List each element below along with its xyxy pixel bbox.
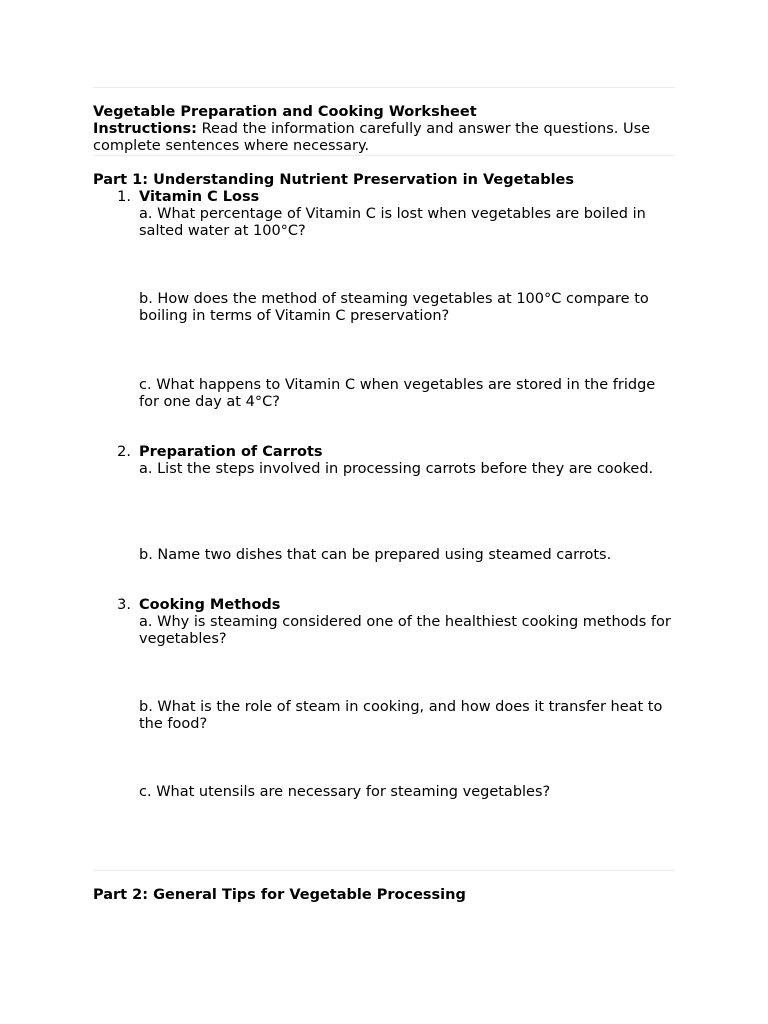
question-2a: a. List the steps involved in processing carrots before they are cooked. — [139, 461, 654, 477]
instructions — [93, 121, 675, 155]
header-divider — [93, 155, 675, 156]
section-title: Preparation of Carrots — [139, 444, 323, 460]
section-preparation-of-carrots — [93, 444, 675, 597]
instructions-label: Instructions: — [93, 121, 197, 137]
section-number: 2. — [117, 444, 131, 460]
question-1a: a. What percentage of Vitamin C is lost when vegetables are boiled in salted water at 100°C? — [139, 206, 646, 239]
question-3a: a. Why is steaming considered one of the healthiest cooking methods for vegetables? — [139, 614, 671, 647]
question-3c: c. What utensils are necessary for steaming vegetables? — [139, 784, 551, 800]
part-1 — [93, 172, 675, 801]
instructions-text: Read the information carefully and answer the questions. Use complete sentences where necessary. — [93, 121, 651, 154]
question-1b: b. How does the method of steaming vegetables at 100°C compare to boiling in terms of Vitamin C preservation? — [139, 291, 649, 324]
section-vitamin-c-loss — [93, 189, 675, 444]
part-1-sections — [93, 189, 675, 801]
section-cooking-methods — [93, 597, 675, 801]
part-divider — [93, 870, 675, 871]
section-number: 3. — [117, 597, 131, 613]
question-2b: b. Name two dishes that can be prepared using steamed carrots. — [139, 547, 612, 563]
worksheet-header — [93, 104, 675, 155]
worksheet-title: Vegetable Preparation and Cooking Worksheet — [93, 104, 477, 120]
section-number: 1. — [117, 189, 131, 205]
question-1c: c. What happens to Vitamin C when vegetables are stored in the fridge for one day at 4°C? — [139, 377, 656, 410]
section-title: Cooking Methods — [139, 597, 281, 613]
question-3b: b. What is the role of steam in cooking, and how does it transfer heat to the food? — [139, 699, 663, 732]
top-divider — [93, 87, 675, 88]
section-title: Vitamin C Loss — [139, 189, 260, 205]
part-1-title: Part 1: Understanding Nutrient Preservation in Vegetables — [93, 172, 575, 188]
part-2-title: Part 2: General Tips for Vegetable Processing — [93, 887, 466, 903]
